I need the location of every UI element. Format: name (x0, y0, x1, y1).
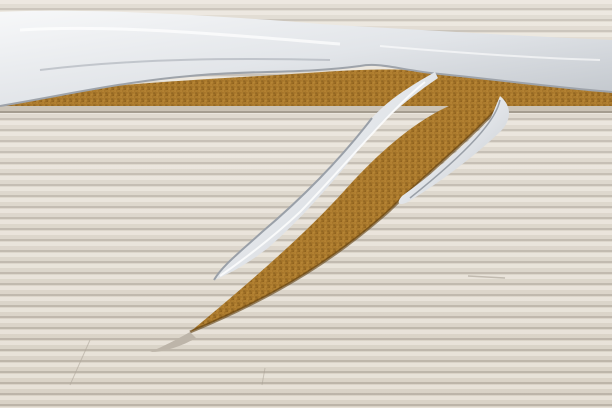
panel-seam-shadow (0, 111, 612, 113)
